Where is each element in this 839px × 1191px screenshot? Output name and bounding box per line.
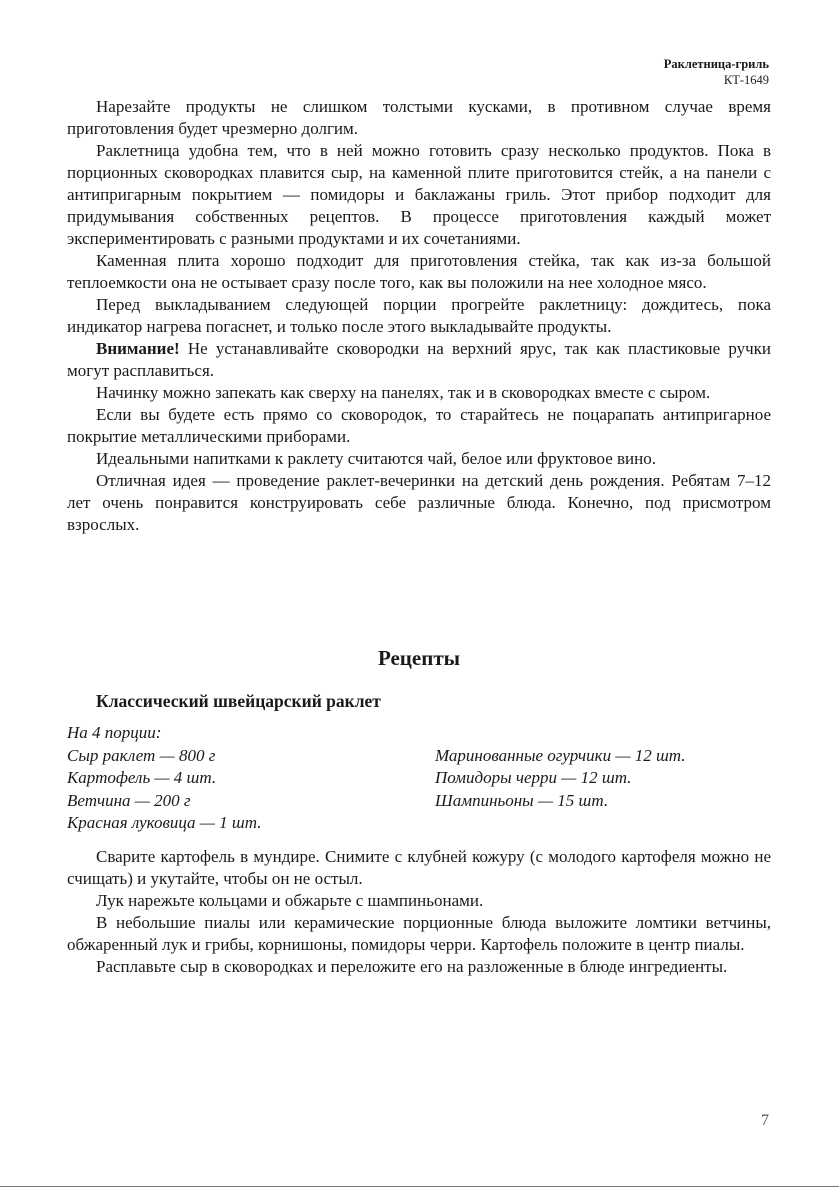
recipe-step: Расплавьте сыр в сковородках и переложите его на разложенные в блюде ингредиенты.	[96, 957, 728, 976]
running-header	[664, 56, 769, 88]
paragraph: Начинку можно запекать как сверху на панелях, так и в сковородках вместе с сыром.	[96, 383, 711, 402]
page-number: 7	[761, 1112, 769, 1129]
ingredients-block	[67, 722, 771, 835]
section-title: Рецепты	[377, 646, 461, 670]
recipe-title: Классический швейцарский раклет	[96, 691, 381, 711]
paragraph: Перед выкладыванием следующей порции прогрейте раклетницу: дождитесь, пока индикатор нагрева погаснет, и только после этого выкладывайте продукты.	[67, 295, 771, 336]
ingredient-item: Картофель — 4 шт.	[67, 768, 217, 787]
recipe-step: Лук нарежьте кольцами и обжарьте с шампиньонами.	[96, 891, 484, 910]
paragraph: Идеальными напитками к раклету считаются чай, белое или фруктовое вино.	[96, 449, 656, 468]
recipe-step: В небольшие пиалы или керамические порционные блюда выложите ломтики ветчины, обжаренный лук и грибы, корнишоны, помидоры черри. Картофель положите в центр пиалы.	[67, 913, 771, 954]
ingredient-item: Помидоры черри — 12 шт.	[435, 768, 632, 787]
warning-label: Внимание!	[96, 339, 180, 358]
ingredient-item: Красная луковица — 1 шт.	[67, 813, 262, 832]
header-model: КТ-1649	[723, 73, 769, 87]
ingredient-item: Сыр раклет — 800 г	[67, 745, 216, 765]
paragraph: Если вы будете есть прямо со сковородок, то старайтесь не поцарапать антипригарное покрытие металлическими приборами.	[67, 405, 771, 446]
ingredient-item: Ветчина — 200 г	[67, 790, 191, 810]
ingredient-item: Маринованные огурчики — 12 шт.	[435, 745, 686, 765]
paragraph: Нарезайте продукты не слишком толстыми кусками, в противном случае время приготовления будет чрезмерно долгим.	[67, 97, 771, 138]
paragraph: Отличная идея — проведение раклет-вечеринки на детский день рождения. Ребятам 7–12 лет очень понравится конструировать себе различные блюда. Конечно, под присмотром взрослых.	[67, 471, 771, 534]
header-title: Раклетница-гриль	[663, 57, 769, 71]
servings-label: На 4 порции:	[67, 723, 162, 742]
warning-text: Не устанавливайте сковородки на верхний ярус, так как пластиковые ручки могут расплавиться.	[67, 339, 771, 380]
ingredients-right-column	[435, 722, 771, 835]
intro-text	[67, 96, 771, 536]
ingredients-left-column	[67, 722, 435, 835]
ingredient-item: Шампиньоны — 15 шт.	[435, 790, 609, 810]
paragraph: Раклетница удобна тем, что в ней можно готовить сразу несколько продуктов. Пока в порционных сковородках плавится сыр, на каменной плите приготовится стейк, а на панели с антипригарным покрытием — помидоры и баклажаны гриль. Этот прибор подходит для придумывания собственных рецептов. В процессе приготовления каждый может экспериментировать с разными продуктами и их сочетаниями.	[67, 141, 771, 248]
warning-paragraph	[67, 338, 771, 382]
recipe-steps	[67, 846, 771, 978]
recipe-step: Сварите картофель в мундире. Снимите с клубней кожуру (с молодого картофеля можно не счищать) и укутайте, чтобы он не остыл.	[67, 847, 771, 888]
page-bottom-edge	[0, 1186, 839, 1187]
paragraph: Каменная плита хорошо подходит для приготовления стейка, так как из-за большой теплоемкости она не остывает сразу после того, как вы положили на нее холодное мясо.	[67, 251, 771, 292]
